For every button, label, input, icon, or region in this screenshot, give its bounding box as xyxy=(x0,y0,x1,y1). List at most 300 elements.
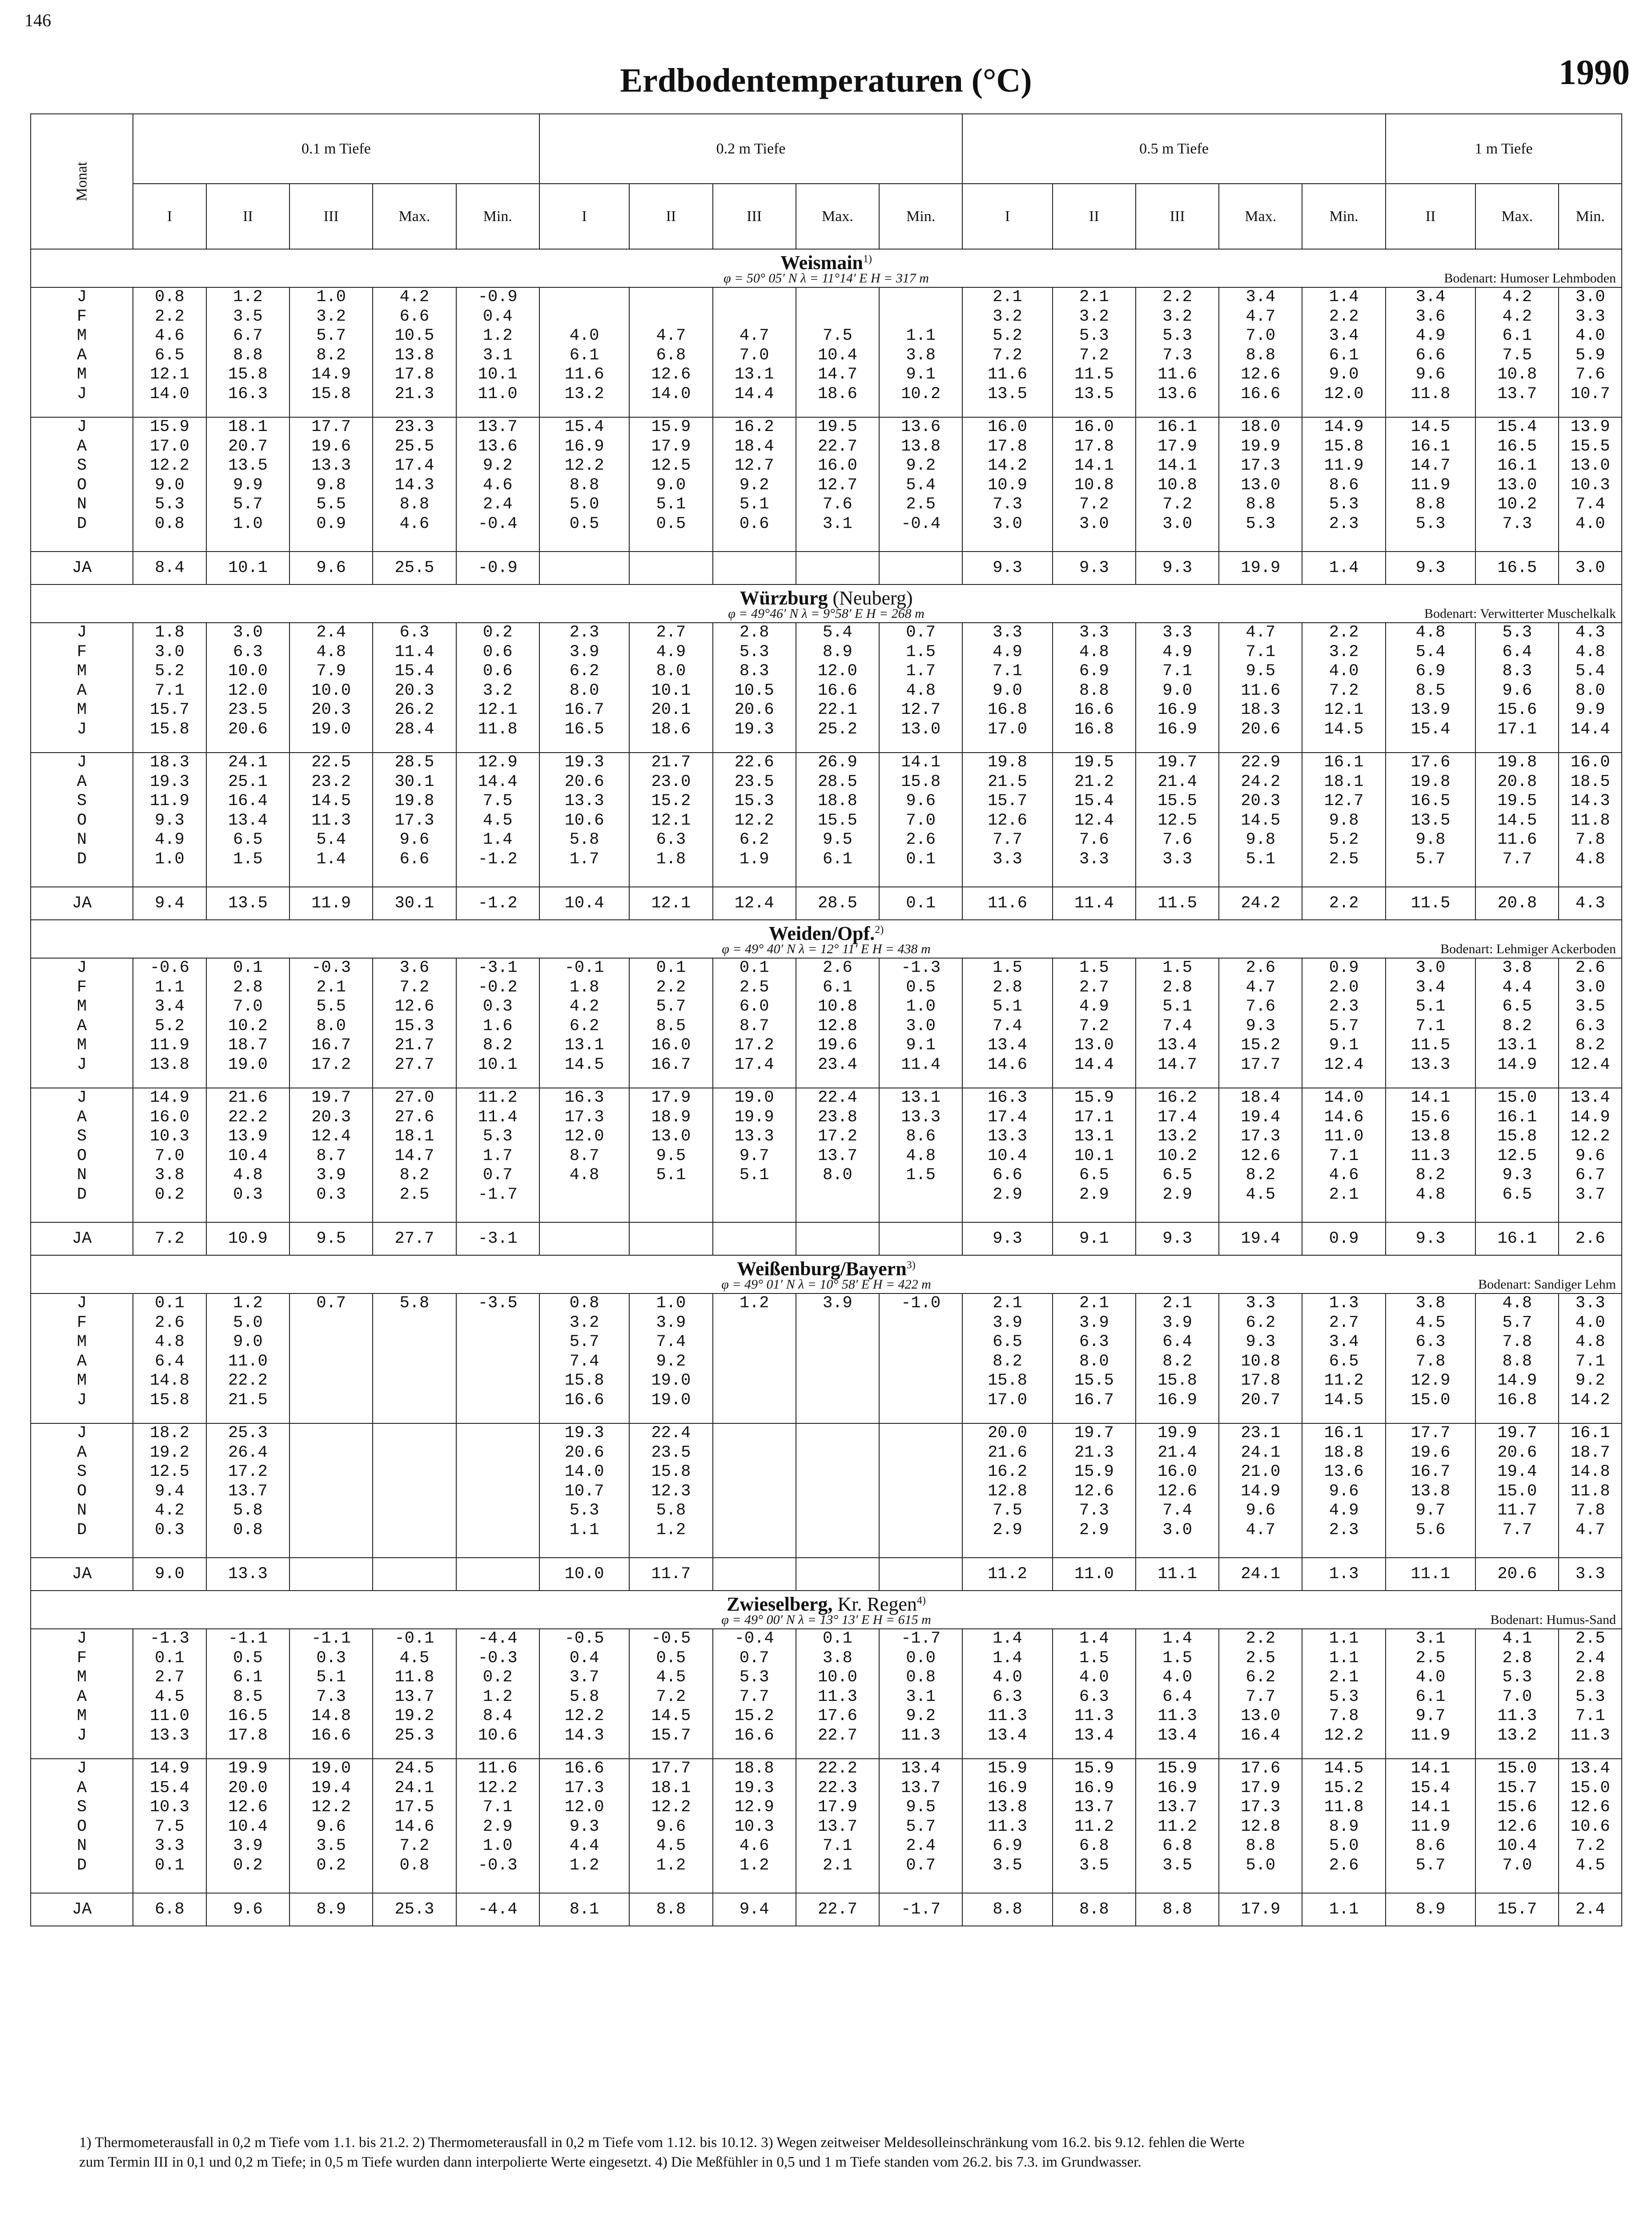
annual-value: 9.3 xyxy=(1136,552,1219,584)
col-header: Max. xyxy=(1219,184,1302,249)
data-cell: 22.2 22.3 17.9 13.7 7.1 2.1 xyxy=(796,1759,879,1893)
data-cell: 17.7 19.6 13.3 9.8 5.5 0.9 xyxy=(289,417,373,552)
annual-value: 9.6 xyxy=(289,552,373,584)
col-header: II xyxy=(1386,184,1475,249)
footnote-ref: 3) xyxy=(906,1259,916,1271)
data-cell: -1.3 0.5 1.0 3.0 9.1 11.4 xyxy=(879,958,962,1088)
station-coordinates: φ = 49° 00′ N λ = 13° 13′ E H = 615 m xyxy=(721,1612,931,1627)
station-coordinates: φ = 49° 01′ N λ = 10° 58′ E H = 422 m xyxy=(721,1277,931,1292)
annual-value xyxy=(879,552,962,584)
data-cell: 1.4 1.5 4.0 6.3 11.3 13.4 xyxy=(1053,1629,1136,1759)
data-cell: 16.0 17.8 14.2 10.9 7.3 3.0 xyxy=(962,417,1052,552)
station-header xyxy=(31,1255,1622,1293)
data-cell: 19.8 20.8 19.5 14.5 11.6 7.7 xyxy=(1475,753,1559,887)
data-cell: 1.5 2.8 5.1 7.4 13.4 14.6 xyxy=(962,958,1052,1088)
data-cell: 4.8 5.7 7.8 8.8 14.9 16.8 xyxy=(1475,1293,1559,1423)
month-labels: J A S O N D xyxy=(31,1088,133,1222)
annual-value xyxy=(713,1222,796,1255)
annual-value: 11.0 xyxy=(1053,1558,1136,1591)
station-name: Weiden/Opf.$^{2)}$ xyxy=(768,923,884,944)
data-cell: 13.4 13.7 9.5 5.7 2.4 0.7 xyxy=(879,1759,962,1893)
footnote-line: 1) Thermometerausfall in 0,2 m Tiefe vom 1.1. bis 21.2. 2) Thermometerausfall in 0,2 m Tiefe vom 1.12. bis 10.12. 3) Wegen zeitweiser Meldesolleinschränkung vom 16.2. bis 9.12. fehlen die Werte xyxy=(79,2135,1245,2151)
data-cell: 18.2 19.2 12.5 9.4 4.2 0.3 xyxy=(133,1423,206,1558)
annual-value: 8.8 xyxy=(962,1893,1052,1926)
data-cell: 3.3 4.0 4.8 7.1 9.2 14.2 xyxy=(1559,1293,1622,1423)
month-labels: J F M A M J xyxy=(31,958,133,1088)
annual-row xyxy=(31,1893,1622,1926)
data-cell: 16.2 18.4 12.7 9.2 5.1 0.6 xyxy=(713,417,796,552)
annual-value xyxy=(373,1558,456,1591)
annual-value: 25.3 xyxy=(373,1893,456,1926)
annual-value xyxy=(713,552,796,584)
data-cell: 3.8 4.5 6.3 7.8 12.9 15.0 xyxy=(1386,1293,1475,1423)
data-cell: 19.5 22.7 16.0 12.7 7.6 3.1 xyxy=(796,417,879,552)
data-cell: 2.7 4.9 8.0 10.1 20.1 18.6 xyxy=(629,623,712,753)
data-cell: 15.9 16.9 13.7 11.2 6.8 3.5 xyxy=(1053,1759,1136,1893)
station-subname: Kr. Regen xyxy=(832,1593,917,1615)
month-labels: J F M A M J xyxy=(31,623,133,753)
data-cell: 24.5 24.1 17.5 14.6 7.2 0.8 xyxy=(373,1759,456,1893)
data-cell xyxy=(373,1423,456,1558)
data-cell: 14.0 14.6 11.0 7.1 4.6 2.1 xyxy=(1302,1088,1385,1222)
data-cell: 15.4 16.5 16.1 13.0 10.2 7.3 xyxy=(1475,417,1559,552)
month-labels: J A S O N D xyxy=(31,1759,133,1893)
annual-value: 8.9 xyxy=(1386,1893,1475,1926)
data-cell: 18.8 19.3 12.9 10.3 4.6 1.2 xyxy=(713,1759,796,1893)
annual-row xyxy=(31,1558,1622,1591)
depth-header: 1 m Tiefe xyxy=(1386,114,1622,184)
month-block-row xyxy=(31,1629,1622,1759)
data-cell: 5.8 xyxy=(373,1293,456,1423)
data-cell: 1.2 3.5 6.7 8.8 15.8 16.3 xyxy=(206,287,289,417)
data-cell: 26.9 28.5 18.8 15.5 9.5 6.1 xyxy=(796,753,879,887)
annual-value xyxy=(629,552,712,584)
annual-value: 15.7 xyxy=(1475,1893,1559,1926)
data-cell: 17.6 19.8 16.5 13.5 9.8 5.7 xyxy=(1386,753,1475,887)
station-header-row xyxy=(31,1591,1622,1629)
annual-value: 9.3 xyxy=(962,1222,1052,1255)
annual-value: 9.4 xyxy=(133,887,206,920)
data-cell: 3.3 6.2 9.3 10.8 17.8 20.7 xyxy=(1219,1293,1302,1423)
station-name: Zwieselberg, Kr. Regen$^{4)}$ xyxy=(727,1593,926,1615)
annual-value: 25.5 xyxy=(373,552,456,584)
data-cell: 13.4 15.0 12.6 10.6 7.2 4.5 xyxy=(1559,1759,1622,1893)
col-header: Max. xyxy=(373,184,456,249)
annual-value: -0.9 xyxy=(456,552,539,584)
data-cell: 22.4 23.5 15.8 12.3 5.8 1.2 xyxy=(629,1423,712,1558)
data-cell: 2.6 3.0 3.5 6.3 8.2 12.4 xyxy=(1559,958,1622,1088)
data-cell: -1.7 0.0 0.8 3.1 9.2 11.3 xyxy=(879,1629,962,1759)
annual-value: 11.1 xyxy=(1136,1558,1219,1591)
col-header: II xyxy=(629,184,712,249)
data-cell xyxy=(713,1423,796,1558)
station-coordinates: φ = 49° 40′ N λ = 12° 11′ E H = 438 m xyxy=(722,942,931,956)
depth-header: 0.1 m Tiefe xyxy=(133,114,539,184)
station-name: Weismain$^{1)}$ xyxy=(780,252,872,274)
month-labels: J A S O N D xyxy=(31,417,133,552)
annual-value xyxy=(289,1558,373,1591)
data-cell: 23.3 25.5 17.4 14.3 8.8 4.6 xyxy=(373,417,456,552)
data-cell: -1.1 0.5 6.1 8.5 16.5 17.8 xyxy=(206,1629,289,1759)
depth-header: 0.2 m Tiefe xyxy=(539,114,962,184)
depth-header: 0.5 m Tiefe xyxy=(962,114,1385,184)
station-header xyxy=(31,1591,1622,1629)
data-cell: 22.5 23.2 14.5 11.3 5.4 1.4 xyxy=(289,753,373,887)
data-cell: 1.1 3.8 9.1 10.2 xyxy=(879,287,962,417)
soil-type: Bodenart: Humus-Sand xyxy=(1490,1612,1616,1627)
data-cell: 19.5 21.2 15.4 12.4 7.6 3.3 xyxy=(1053,753,1136,887)
data-cell: -1.0 xyxy=(879,1293,962,1423)
annual-value: 3.3 xyxy=(1559,1558,1622,1591)
annual-value: 19.4 xyxy=(1219,1222,1302,1255)
data-cell: 13.6 13.8 9.2 5.4 2.5 -0.4 xyxy=(879,417,962,552)
annual-label: JA xyxy=(31,1558,133,1591)
data-cell: 17.9 18.9 13.0 9.5 5.1 xyxy=(629,1088,712,1222)
data-cell: 19.7 21.4 15.5 12.5 7.6 3.3 xyxy=(1136,753,1219,887)
annual-value: 11.9 xyxy=(289,887,373,920)
footnote-ref: 2) xyxy=(875,924,884,936)
annual-value: 8.1 xyxy=(539,1893,629,1926)
data-cell: 2.2 2.5 6.2 7.7 13.0 16.4 xyxy=(1219,1629,1302,1759)
data-cell: 18.1 20.7 13.5 9.9 5.7 1.0 xyxy=(206,417,289,552)
data-cell: 16.1 18.7 14.8 11.8 7.8 4.7 xyxy=(1559,1423,1622,1558)
data-cell: 0.7 1.5 1.7 4.8 12.7 13.0 xyxy=(879,623,962,753)
annual-value: 11.6 xyxy=(962,887,1052,920)
data-cell: 5.4 8.9 12.0 16.6 22.1 25.2 xyxy=(796,623,879,753)
annual-value: 1.4 xyxy=(1302,552,1385,584)
col-header: II xyxy=(1053,184,1136,249)
annual-value: -1.7 xyxy=(879,1893,962,1926)
data-cell: 17.6 17.9 17.3 12.8 8.8 5.0 xyxy=(1219,1759,1302,1893)
data-cell: 3.0 3.4 5.1 7.1 11.5 13.3 xyxy=(1386,958,1475,1088)
data-cell: 0.2 0.6 0.6 3.2 12.1 11.8 xyxy=(456,623,539,753)
data-cell: 16.1 18.1 12.7 9.8 5.2 2.5 xyxy=(1302,753,1385,887)
station-coordinates: φ = 49°46′ N λ = 9°58′ E H = 268 m xyxy=(728,606,924,621)
data-cell: 16.3 17.3 12.0 8.7 4.8 xyxy=(539,1088,629,1222)
data-cell: 13.1 13.3 8.6 4.8 1.5 xyxy=(879,1088,962,1222)
data-cell: 21.7 23.0 15.2 12.1 6.3 1.8 xyxy=(629,753,712,887)
month-block-row xyxy=(31,1293,1622,1423)
data-cell: 4.3 4.8 5.4 8.0 9.9 14.4 xyxy=(1559,623,1622,753)
data-cell: 19.8 21.5 15.7 12.6 7.7 3.3 xyxy=(962,753,1052,887)
data-cell: 14.1 15.4 14.1 11.9 8.6 5.7 xyxy=(1386,1759,1475,1893)
annual-value: 10.9 xyxy=(206,1222,289,1255)
data-cell: 2.1 3.2 5.3 7.2 11.5 13.5 xyxy=(1053,287,1136,417)
data-cell: -0.1 1.8 4.2 6.2 13.1 14.5 xyxy=(539,958,629,1088)
data-cell: 2.8 5.3 8.3 10.5 20.6 19.3 xyxy=(713,623,796,753)
data-cell: 5.3 6.4 8.3 9.6 15.6 17.1 xyxy=(1475,623,1559,753)
annual-value: 11.4 xyxy=(1053,887,1136,920)
data-cell: 4.7 6.8 12.6 14.0 xyxy=(629,287,712,417)
data-cell: 1.2 xyxy=(713,1293,796,1423)
annual-label: JA xyxy=(31,1222,133,1255)
data-cell: 20.0 21.6 16.2 12.8 7.5 2.9 xyxy=(962,1423,1052,1558)
data-cell: 15.9 16.9 13.8 11.3 6.9 3.5 xyxy=(962,1759,1052,1893)
data-cell: 4.7 7.0 13.1 14.4 xyxy=(713,287,796,417)
station-header xyxy=(31,584,1622,623)
data-cell: 4.2 6.6 10.5 13.8 17.8 21.3 xyxy=(373,287,456,417)
data-cell: 3.3 4.8 6.9 8.8 16.6 16.8 xyxy=(1053,623,1136,753)
station-name: Weißenburg/Bayern$^{3)}$ xyxy=(737,1258,916,1280)
data-cell: 15.0 15.7 15.6 12.6 10.4 7.0 xyxy=(1475,1759,1559,1893)
footnote-ref: 4) xyxy=(916,1595,926,1607)
station-header xyxy=(31,920,1622,958)
month-block-row xyxy=(31,1088,1622,1222)
data-cell: 3.9 xyxy=(796,1293,879,1423)
data-cell: -0.5 0.5 4.5 7.2 14.5 15.7 xyxy=(629,1629,712,1759)
data-cell: 21.6 22.2 13.9 10.4 4.8 0.3 xyxy=(206,1088,289,1222)
annual-value: 9.3 xyxy=(962,552,1052,584)
annual-value: 24.1 xyxy=(1219,1558,1302,1591)
data-cell: 15.9 17.0 12.2 9.0 5.3 0.8 xyxy=(133,417,206,552)
col-header: III xyxy=(1136,184,1219,249)
data-cell: 12.9 14.4 7.5 4.5 1.4 -1.2 xyxy=(456,753,539,887)
data-cell: 18.4 19.4 17.3 12.6 8.2 4.5 xyxy=(1219,1088,1302,1222)
data-cell: 0.8 2.2 4.6 6.5 12.1 14.0 xyxy=(133,287,206,417)
annual-value: 13.3 xyxy=(206,1558,289,1591)
annual-value: 9.6 xyxy=(206,1893,289,1926)
month-block-row xyxy=(31,753,1622,887)
month-block-row xyxy=(31,623,1622,753)
annual-value: 9.3 xyxy=(1053,552,1136,584)
annual-row xyxy=(31,552,1622,584)
annual-value: 3.0 xyxy=(1559,552,1622,584)
data-cell: 1.8 3.0 5.2 7.1 15.7 15.8 xyxy=(133,623,206,753)
data-cell: 2.2 3.2 4.0 7.2 12.1 14.5 xyxy=(1302,623,1385,753)
station-coordinates: φ = 50° 05′ N λ = 11°14′ E H = 317 m xyxy=(724,271,929,286)
data-cell: 2.6 4.7 7.6 9.3 15.2 17.7 xyxy=(1219,958,1302,1088)
data-cell: -0.1 4.5 11.8 13.7 19.2 25.3 xyxy=(373,1629,456,1759)
annual-value: 10.0 xyxy=(539,1558,629,1591)
monat-label: Monat xyxy=(73,161,90,201)
annual-row xyxy=(31,1222,1622,1255)
data-cell: 27.0 27.6 18.1 14.7 8.2 2.5 xyxy=(373,1088,456,1222)
annual-value: 28.5 xyxy=(796,887,879,920)
data-cell: 14.9 15.4 10.3 7.5 3.3 0.1 xyxy=(133,1759,206,1893)
col-header: I xyxy=(133,184,206,249)
data-cell: 6.3 11.4 15.4 20.3 26.2 28.4 xyxy=(373,623,456,753)
annual-value: 9.0 xyxy=(133,1558,206,1591)
annual-value: 2.6 xyxy=(1559,1222,1622,1255)
data-cell: 3.0 3.3 4.0 5.9 7.6 10.7 xyxy=(1559,287,1622,417)
annual-value: 4.3 xyxy=(1559,887,1622,920)
annual-value: 8.4 xyxy=(133,552,206,584)
annual-value xyxy=(796,552,879,584)
data-cell: -0.9 0.4 1.2 3.1 10.1 11.0 xyxy=(456,287,539,417)
annual-value: 1.3 xyxy=(1302,1558,1385,1591)
data-cell: 2.4 4.8 7.9 10.0 20.3 19.0 xyxy=(289,623,373,753)
annual-value: 8.8 xyxy=(629,1893,712,1926)
data-cell: -4.4 -0.3 0.2 1.2 8.4 10.6 xyxy=(456,1629,539,1759)
month-labels: J F M A M J xyxy=(31,1629,133,1759)
year-label: 1990 xyxy=(1559,53,1630,92)
data-cell: 4.8 5.4 6.9 8.5 13.9 15.4 xyxy=(1386,623,1475,753)
data-cell: 4.7 7.1 9.5 11.6 18.3 20.6 xyxy=(1219,623,1302,753)
data-cell xyxy=(879,1423,962,1558)
data-cell: 11.2 11.4 5.3 1.7 0.7 -1.7 xyxy=(456,1088,539,1222)
data-cell: 7.5 10.4 14.7 18.6 xyxy=(796,287,879,417)
data-cell: 0.1 2.8 7.0 10.2 18.7 19.0 xyxy=(206,958,289,1088)
data-cell: 3.8 4.4 6.5 8.2 13.1 14.9 xyxy=(1475,958,1559,1088)
data-cell: 0.1 3.8 10.0 11.3 17.6 22.7 xyxy=(796,1629,879,1759)
data-cell: 3.4 4.7 7.0 8.8 12.6 16.6 xyxy=(1219,287,1302,417)
data-cell: 16.0 17.8 14.1 10.8 7.2 3.0 xyxy=(1053,417,1136,552)
data-cell: 1.4 1.5 4.0 6.4 11.3 13.4 xyxy=(1136,1629,1219,1759)
annual-value: 0.9 xyxy=(1302,1222,1385,1255)
station-header-row xyxy=(31,1255,1622,1293)
annual-value: 17.9 xyxy=(1219,1893,1302,1926)
annual-value xyxy=(879,1558,962,1591)
data-cell: 1.2 5.0 9.0 11.0 22.2 21.5 xyxy=(206,1293,289,1423)
annual-value: 27.7 xyxy=(373,1222,456,1255)
data-cell: 3.1 2.5 4.0 6.1 9.7 11.9 xyxy=(1386,1629,1475,1759)
annual-value: 20.6 xyxy=(1475,1558,1559,1591)
month-block-row xyxy=(31,1759,1622,1893)
footnote-ref: 1) xyxy=(863,253,872,265)
data-cell: 2.2 3.2 5.3 7.3 11.6 13.6 xyxy=(1136,287,1219,417)
data-cell: 3.6 7.2 12.6 15.3 21.7 27.7 xyxy=(373,958,456,1088)
data-cell: 2.1 3.9 6.4 8.2 15.8 16.9 xyxy=(1136,1293,1219,1423)
data-cell: 22.9 24.2 20.3 14.5 9.8 5.1 xyxy=(1219,753,1302,887)
table-body xyxy=(31,249,1622,1926)
annual-value xyxy=(539,1222,629,1255)
data-cell: 14.5 16.1 14.7 11.9 8.8 5.3 xyxy=(1386,417,1475,552)
data-cell: 2.1 3.2 5.2 7.2 11.6 13.5 xyxy=(962,287,1052,417)
data-cell: 1.5 2.7 4.9 7.2 13.0 14.4 xyxy=(1053,958,1136,1088)
annual-label: JA xyxy=(31,887,133,920)
annual-value: 9.3 xyxy=(1386,552,1475,584)
data-cell: 0.7 xyxy=(289,1293,373,1423)
annual-value xyxy=(879,1222,962,1255)
annual-value: -4.4 xyxy=(456,1893,539,1926)
annual-value: 9.5 xyxy=(289,1222,373,1255)
data-cell: 19.0 19.9 13.3 9.7 5.1 xyxy=(713,1088,796,1222)
data-cell: 0.1 2.6 4.8 6.4 14.8 15.8 xyxy=(133,1293,206,1423)
annual-value: -1.2 xyxy=(456,887,539,920)
data-cell: -0.6 1.1 3.4 5.2 11.9 13.8 xyxy=(133,958,206,1088)
col-header: Min. xyxy=(456,184,539,249)
annual-value: 12.1 xyxy=(629,887,712,920)
annual-value: 30.1 xyxy=(373,887,456,920)
data-cell: 3.0 6.3 10.0 12.0 23.5 20.6 xyxy=(206,623,289,753)
col-header: Min. xyxy=(1559,184,1622,249)
annual-value: 6.8 xyxy=(133,1893,206,1926)
month-block-row xyxy=(31,417,1622,552)
data-cell: 19.7 20.6 19.4 15.0 11.7 7.7 xyxy=(1475,1423,1559,1558)
col-header: I xyxy=(539,184,629,249)
month-labels: J F M A M J xyxy=(31,287,133,417)
annual-value: 7.2 xyxy=(133,1222,206,1255)
data-cell: 17.7 18.1 12.2 9.6 4.5 1.2 xyxy=(629,1759,712,1893)
annual-value xyxy=(796,1222,879,1255)
data-cell: 25.3 26.4 17.2 13.7 5.8 0.8 xyxy=(206,1423,289,1558)
data-cell: 2.1 3.9 6.3 8.0 15.5 16.7 xyxy=(1053,1293,1136,1423)
annual-row xyxy=(31,887,1622,920)
data-cell: 19.0 19.4 12.2 9.6 3.5 0.2 xyxy=(289,1759,373,1893)
data-cell: 16.3 17.4 13.3 10.4 6.6 2.9 xyxy=(962,1088,1052,1222)
annual-value: 11.7 xyxy=(629,1558,712,1591)
data-cell: 24.1 25.1 16.4 13.4 6.5 1.5 xyxy=(206,753,289,887)
data-cell: 15.0 16.1 15.8 12.5 9.3 6.5 xyxy=(1475,1088,1559,1222)
data-cell: 19.7 21.3 15.9 12.6 7.3 2.9 xyxy=(1053,1423,1136,1558)
soil-temperature-table xyxy=(30,113,1622,1926)
data-cell: 22.6 23.5 15.3 12.2 6.2 1.9 xyxy=(713,753,796,887)
data-cell: 14.9 16.0 10.3 7.0 3.8 0.2 xyxy=(133,1088,206,1222)
data-cell: 3.3 4.9 7.1 9.0 16.8 17.0 xyxy=(962,623,1052,753)
month-block-row xyxy=(31,958,1622,1088)
annual-value: -3.1 xyxy=(456,1222,539,1255)
annual-value: 9.4 xyxy=(713,1893,796,1926)
annual-value: 2.4 xyxy=(1559,1893,1622,1926)
data-cell: 3.3 4.9 7.1 9.0 16.9 16.9 xyxy=(1136,623,1219,753)
annual-value: 9.3 xyxy=(1136,1222,1219,1255)
data-cell xyxy=(456,1423,539,1558)
month-block-row xyxy=(31,287,1622,417)
data-cell: -0.3 2.1 5.5 8.0 16.7 17.2 xyxy=(289,958,373,1088)
data-cell: 2.5 2.4 2.8 5.3 7.1 11.3 xyxy=(1559,1629,1622,1759)
annual-value: 11.5 xyxy=(1136,887,1219,920)
col-header: II xyxy=(206,184,289,249)
data-cell: 0.1 2.2 5.7 8.5 16.0 16.7 xyxy=(629,958,712,1088)
data-cell: 1.4 2.2 3.4 6.1 9.0 12.0 xyxy=(1302,287,1385,417)
data-cell: 1.3 2.7 3.4 6.5 11.2 14.5 xyxy=(1302,1293,1385,1423)
month-labels: J F M A M J xyxy=(31,1293,133,1423)
annual-label: JA xyxy=(31,1893,133,1926)
data-cell: -0.5 0.4 3.7 5.8 12.2 14.3 xyxy=(539,1629,629,1759)
data-cell xyxy=(289,1423,373,1558)
data-cell: 19.9 21.4 16.0 12.6 7.4 3.0 xyxy=(1136,1423,1219,1558)
page-title: Erdbodentemperaturen (°C) xyxy=(620,62,1032,99)
data-cell: 1.5 2.8 5.1 7.4 13.4 14.7 xyxy=(1136,958,1219,1088)
data-cell: 13.7 13.6 9.2 4.6 2.4 -0.4 xyxy=(456,417,539,552)
station-header-row xyxy=(31,584,1622,623)
soil-type: Bodenart: Humoser Lehmboden xyxy=(1444,271,1616,286)
data-cell: 15.4 16.9 12.2 8.8 5.0 0.5 xyxy=(539,417,629,552)
col-header: III xyxy=(713,184,796,249)
page-number: 146 xyxy=(24,10,51,30)
data-cell: 16.1 17.9 14.1 10.8 7.2 3.0 xyxy=(1136,417,1219,552)
data-cell: 17.7 19.6 16.7 13.8 9.7 5.6 xyxy=(1386,1423,1475,1558)
footnote-line: zum Termin III in 0,1 und 0,2 m Tiefe; in 0,5 m Tiefe wurden dann interpolierte Werte eingesetzt. 4) Die Meßfühler in 0,5 und 1 m Tiefe standen vom 26.2. bis 7.3. im Grundwasser. xyxy=(79,2154,1142,2170)
data-cell: 4.2 4.2 6.1 7.5 10.8 13.7 xyxy=(1475,287,1559,417)
annual-value: 11.2 xyxy=(962,1558,1052,1591)
data-cell: 14.1 15.6 13.8 11.3 8.2 4.8 xyxy=(1386,1088,1475,1222)
annual-value: 9.3 xyxy=(1386,1222,1475,1255)
data-cell: 19.7 20.3 12.4 8.7 3.9 0.3 xyxy=(289,1088,373,1222)
data-cell: 23.1 24.1 21.0 14.9 9.6 4.7 xyxy=(1219,1423,1302,1558)
data-cell: 15.9 16.9 13.7 11.2 6.8 3.5 xyxy=(1136,1759,1219,1893)
annual-label: JA xyxy=(31,552,133,584)
station-name: Würzburg (Neuberg) xyxy=(740,587,913,609)
annual-value: 13.5 xyxy=(206,887,289,920)
annual-value: 24.2 xyxy=(1219,887,1302,920)
annual-value: 2.2 xyxy=(1302,887,1385,920)
data-cell: 16.2 17.4 13.2 10.2 6.5 2.9 xyxy=(1136,1088,1219,1222)
annual-value: 22.7 xyxy=(796,1893,879,1926)
annual-value: 8.8 xyxy=(1053,1893,1136,1926)
data-cell: 0.1 2.5 6.0 8.7 17.2 17.4 xyxy=(713,958,796,1088)
annual-value: 11.1 xyxy=(1386,1558,1475,1591)
data-cell: 14.9 15.8 11.9 8.6 5.3 2.3 xyxy=(1302,417,1385,552)
soil-type: Bodenart: Sandiger Lehm xyxy=(1478,1277,1616,1292)
month-labels: J A S O N D xyxy=(31,753,133,887)
data-cell: 1.1 1.1 2.1 5.3 7.8 12.2 xyxy=(1302,1629,1385,1759)
data-cell: 1.0 3.9 7.4 9.2 19.0 19.0 xyxy=(629,1293,712,1423)
annual-value: 8.9 xyxy=(289,1893,373,1926)
station-subname: (Neuberg) xyxy=(828,587,913,609)
month-labels: J A S O N D xyxy=(31,1423,133,1558)
annual-value xyxy=(539,552,629,584)
